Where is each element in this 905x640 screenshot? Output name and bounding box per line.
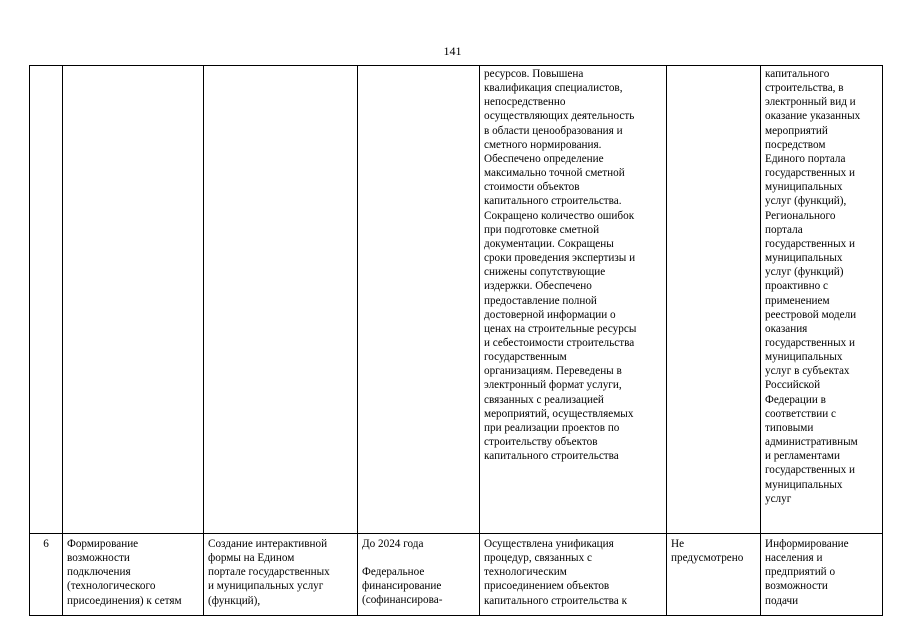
text-line: возможности [67, 552, 130, 565]
table-row [30, 534, 883, 616]
note-cell [761, 534, 883, 616]
text-line: предприятий о [765, 566, 836, 579]
text-line: электронный вид и [765, 96, 856, 109]
text-line: государственных и [765, 237, 856, 250]
text-line: при реализации проектов по [484, 421, 620, 434]
text-line: снижены сопутствующие [484, 266, 606, 279]
text-line: стоимости объектов [484, 181, 580, 194]
text-line: портале государственных [208, 566, 330, 579]
text-line: Федеральное [362, 566, 425, 579]
text-line: Федерации в [765, 393, 826, 406]
action-cell [204, 534, 358, 616]
text-line: квалификация специалистов, [484, 82, 623, 95]
text-line: Формирование [67, 538, 139, 550]
measure-cell [63, 66, 204, 534]
text-line: при подготовке сметной [484, 223, 600, 236]
text-line: присоединением объектов [484, 580, 610, 593]
text-line: мероприятий, осуществляемых [484, 407, 634, 420]
text-line: издержки. Обеспечено [484, 280, 592, 293]
row-number-cell [30, 66, 63, 534]
text-line: финансирование [362, 580, 442, 593]
text-line: капитального строительства к [484, 594, 628, 607]
action-cell [204, 66, 358, 534]
text-line: услуг (функций) [765, 266, 844, 279]
text-line: государственных и [765, 336, 856, 349]
text-line: электронный формат услуги, [484, 379, 622, 392]
text-line: ценах на строительные ресурсы [484, 322, 637, 335]
text-line: соответствии с [765, 407, 836, 420]
text-line: населения и [765, 552, 823, 565]
text-line: присоединения) к сетям [67, 594, 182, 607]
text-line: и регламентами [765, 450, 841, 463]
deadline-text: До 2024 года [362, 538, 424, 550]
text-line: (технологического [67, 580, 156, 593]
document-table [29, 65, 883, 616]
change-cell [667, 66, 761, 534]
text-line: Информирование [765, 538, 849, 550]
text-line: услуг [765, 492, 792, 505]
text-line: муниципальных [765, 252, 843, 265]
text-line: посредством [765, 138, 826, 151]
text-line: и себестоимости строительства [484, 336, 635, 349]
text-line: типовыми [765, 421, 814, 434]
text-line: государственным [484, 351, 567, 364]
text-line: оказание указанных [765, 110, 861, 123]
text-line: капитального [765, 68, 830, 80]
text-line: осуществляющих деятельность [484, 110, 635, 123]
row-number-cell: 6 [30, 534, 63, 616]
result-cell [480, 66, 667, 534]
spacer [362, 551, 475, 565]
text-line: достоверной информации о [484, 308, 616, 321]
text-line: Не [671, 538, 685, 550]
text-line: (функций), [208, 594, 261, 607]
text-line: Создание интерактивной [208, 538, 328, 550]
text-line: государственных и [765, 167, 856, 180]
text-line: технологическим [484, 566, 567, 579]
deadline-cell [358, 66, 480, 534]
text-line: предусмотрено [671, 552, 744, 565]
text-line: Сокращено количество ошибок [484, 209, 635, 222]
text-line: Российской [765, 379, 821, 392]
note-cell [761, 66, 883, 534]
text-line: мероприятий [765, 124, 828, 137]
text-line: документации. Сокращены [484, 237, 614, 250]
text-line: предоставление полной [484, 294, 597, 307]
text-line: Единого портала [765, 152, 846, 165]
text-line: строительства, в [765, 82, 844, 95]
text-line: организациям. Переведены в [484, 365, 622, 378]
funding-text [362, 565, 475, 607]
change-cell [667, 534, 761, 616]
text-line: муниципальных [765, 351, 843, 364]
text-line: в области ценообразования и [484, 124, 623, 137]
text-line: подачи [765, 594, 799, 607]
text-line: портала [765, 223, 803, 236]
result-cell [480, 534, 667, 616]
text-line: сроки проведения экспертизы и [484, 252, 636, 265]
deadline-cell [358, 534, 480, 616]
text-line: капитального строительства. [484, 195, 622, 208]
table-row [30, 66, 883, 534]
page-number: 141 [443, 44, 462, 58]
text-line: (софинансирова- [362, 594, 443, 607]
text-line: Обеспечено определение [484, 152, 604, 165]
text-line: непосредственно [484, 96, 566, 109]
text-line: подключения [67, 566, 131, 579]
text-line: формы на Едином [208, 552, 295, 565]
text-line: муниципальных [765, 478, 843, 491]
measure-cell [63, 534, 204, 616]
text-line: оказания [765, 322, 808, 335]
text-line: государственных и [765, 464, 856, 477]
text-line: максимально точной сметной [484, 167, 625, 180]
text-line: строительству объектов [484, 436, 598, 449]
text-line: и муниципальных услуг [208, 580, 324, 593]
text-line: Осуществлена унификация [484, 538, 614, 550]
text-line: сметного нормирования. [484, 138, 602, 151]
text-line: Регионального [765, 209, 836, 222]
text-line: связанных с реализацией [484, 393, 604, 406]
text-line: процедур, связанных с [484, 552, 592, 565]
text-line: проактивно с [765, 280, 828, 293]
text-line: административным [765, 436, 858, 449]
text-line: применением [765, 294, 830, 307]
text-line: капитального строительства [484, 450, 619, 463]
text-line: муниципальных [765, 181, 843, 194]
text-line: возможности [765, 580, 828, 593]
text-line: ресурсов. Повышена [484, 68, 584, 80]
text-line: услуг в субъектах [765, 365, 850, 378]
text-line: реестровой модели [765, 308, 857, 321]
text-line: услуг (функций), [765, 195, 847, 208]
